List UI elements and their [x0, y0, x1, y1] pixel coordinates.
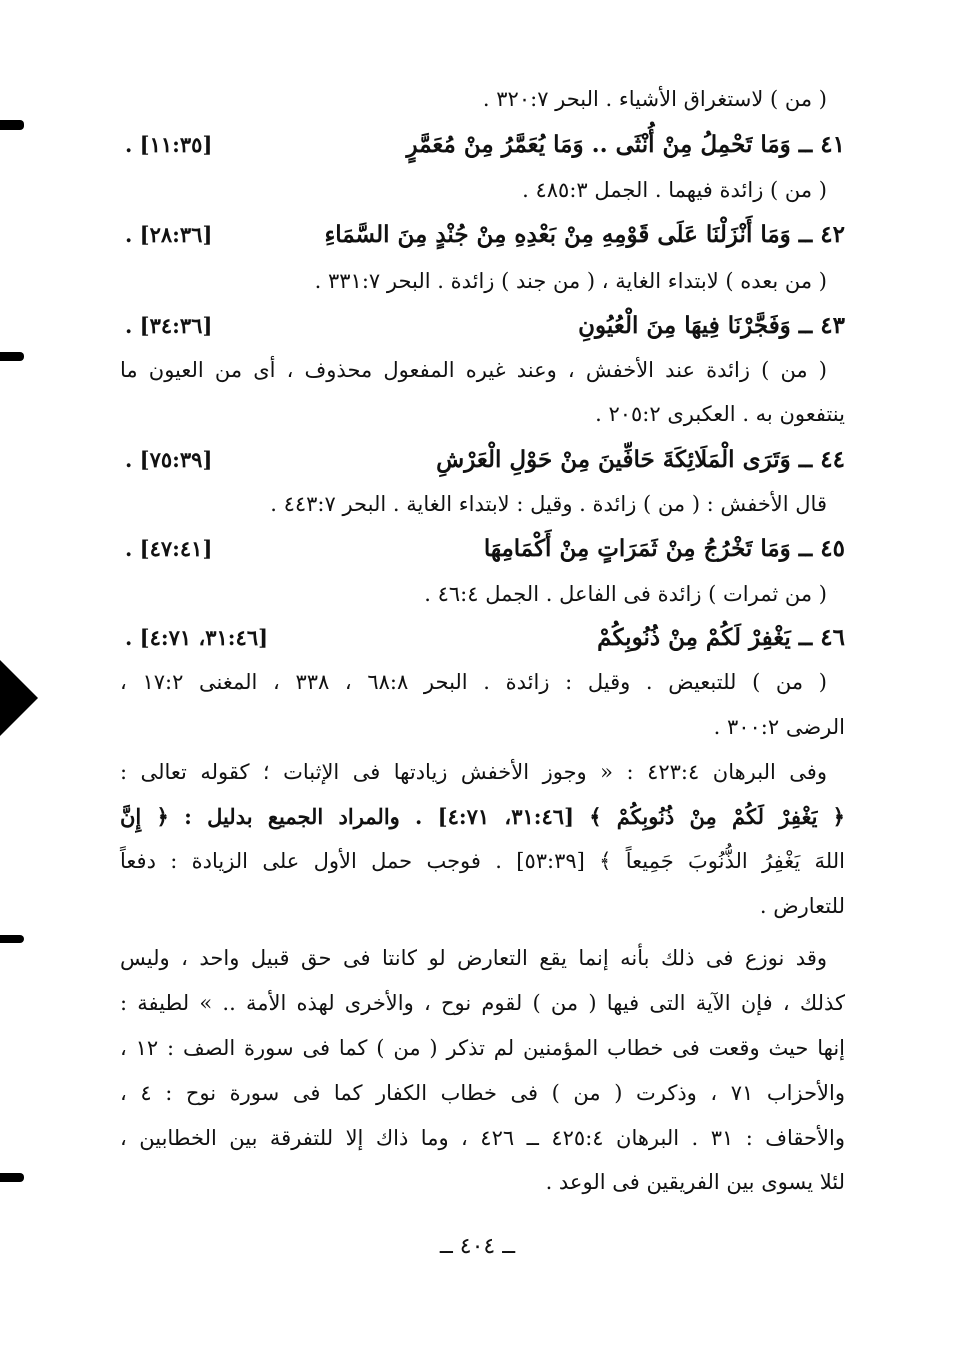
- text-line: الرضى ٣٠٠:٢ .: [713, 715, 845, 739]
- text-line: ( من ) للتبعيض . وقيل : زائدة . البحر ٦٨:٨ ، ٣٣٨ ، المغنى ١٧:٢ ،: [120, 670, 828, 694]
- text-line: والأحقاف : ٣١ . البرهان ٤٢٥:٤ ــ ٤٢٦ ، وما ذاك إلا للتفرقة بين الخطابين ،: [120, 1126, 845, 1150]
- verse-reference: [٣١:٤٦، ٤:٧١] .: [125, 625, 269, 650]
- scan-edge-mark: [0, 935, 24, 943]
- verse-reference: [٢٨:٣٦] .: [125, 222, 213, 247]
- text-line: إنها حيث وقعت فى خطاب المؤمنين لم تذكر ( من ) كما فى سورة الصف : ١٢ ،: [120, 1036, 845, 1060]
- text-line: ( من ) زائدة عند الأخفش ، وعند غيره المفعول محذوف ، أى من العيون ما: [120, 358, 827, 382]
- scan-edge-blob: [0, 660, 38, 736]
- text-line: لئلا يسوى بين الفريقين فى الوعد .: [545, 1170, 845, 1194]
- verse-line: ٤٥ ــ وَمَا تَخْرُجُ مِنْ ثَمَرَاتٍ مِنْ أَكْمَامِهَا: [483, 535, 845, 562]
- text-line: للتعارض .: [759, 894, 845, 918]
- text-line: اللهَ يَغْفِرُ الذُّنُوبَ جَمِيعاً ﴾ [٥٣:٣٩] . فوجب حمل الأول على الزيادة : دفعاً: [120, 849, 845, 873]
- text-line: وقد نوزع فى ذلك بأنه إنما يقع التعارض لو كانتا فى حق قبيل واحد ، وليس: [120, 946, 827, 970]
- text-line: ينتفعون به . العكبرى ٢٠٥:٢ .: [595, 402, 845, 426]
- text-line: ﴿ يَغْفِرْ لَكُمْ مِنْ ذُنُوبِكُمْ ﴾ [٣١:٤٦، ٤:٧١] . والمراد الجميع بدليل : ﴿ إِنَّ: [120, 804, 845, 829]
- text-line: قال الأخفش : ( من ) زائدة . وقيل : لابتداء الغاية . البحر ٤٤٣:٧ .: [270, 492, 827, 516]
- verse-reference: [٣٤:٣٦] .: [125, 313, 213, 338]
- verse-reference: [٤٧:٤١] .: [125, 536, 213, 561]
- scan-edge-mark: [0, 352, 24, 361]
- verse-line: ٤٦ ــ يَغْفِرْ لَكُمْ مِنْ ذُنُوبِكُمْ: [597, 624, 845, 651]
- verse-line: ٤٣ ــ وَفَجَّرْنَا فِيهَا مِنَ الْعُيُونِ: [578, 312, 845, 339]
- text-line: ( من بعده ) لابتداء الغاية ، ( من جند ) زائدة . البحر ٣٣١:٧ .: [314, 269, 827, 293]
- scan-edge-mark: [0, 120, 24, 130]
- verse-reference: [٧٥:٣٩] .: [125, 447, 213, 472]
- verse-line: ٤١ ــ وَمَا تَحْمِلُ مِنْ أُنْثَى .. وَمَا يُعَمَّرُ مِنْ مُعَمَّرٍ: [406, 131, 845, 158]
- text-line: ( من ثمرات ) زائدة فى الفاعل . الجمل ٤٦:٤ .: [424, 582, 827, 606]
- verse-line: ٤٤ ــ وَتَرَى الْمَلَائِكَةَ حَافِّينَ مِنْ حَوْلِ الْعَرْشِ: [436, 446, 845, 473]
- verse-reference: [١١:٣٥] .: [125, 132, 213, 157]
- verse-line: ٤٢ ــ وَمَا أَنْزَلْنَا عَلَى قَوْمِهِ مِنْ بَعْدِهِ مِنْ جُنْدٍ مِنَ السَّمَاءِ: [324, 221, 845, 248]
- text-line: والأحزاب ٧١ ، وذكرت ( من ) فى خطاب الكفار كما فى سورة نوح : ٤ ،: [120, 1081, 846, 1105]
- text-line: وفى البرهان ٤٢٣:٤ : « وجوز الأخفش زيادتها فى الإثبات ؛ كقوله تعالى :: [120, 760, 827, 784]
- scan-edge-mark: [0, 1173, 24, 1182]
- page-number: ــ ٤٠٤ ــ: [439, 1234, 516, 1259]
- text-line: ( من ) لاستغراق الأشياء . البحر ٣٢٠:٧ .: [482, 87, 827, 111]
- text-line: ( من ) زائدة فيهما . الجمل ٤٨٥:٣ .: [522, 178, 827, 202]
- text-line: كذلك ، فإن الآية التى فيها ( من ) لقوم نوح ، والأخرى لهذه الأمة .. » لطيفة :: [120, 991, 845, 1015]
